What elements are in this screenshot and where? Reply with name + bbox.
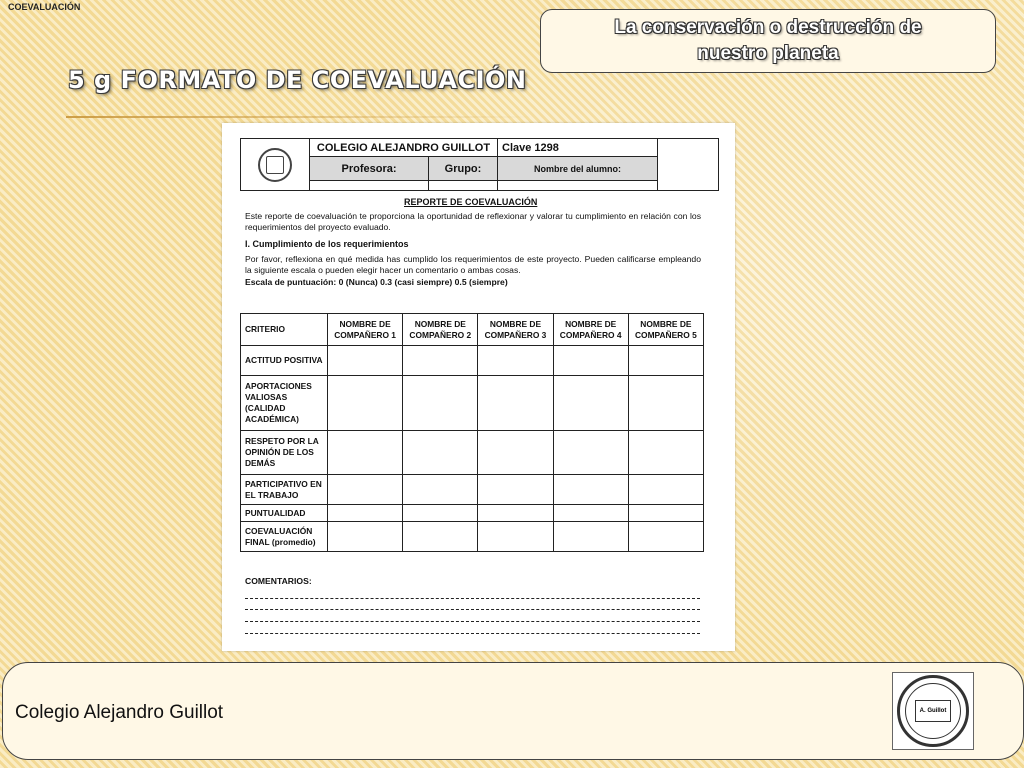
alumno-label: Nombre del alumno:	[498, 157, 658, 180]
instructions-paragraph: Por favor, reflexiona en qué medida has cumplido los requerimientos de este proyecto. Pueden calificarse empleando la siguiente escala o pueden elegir hacer un comentario o ambas cosas.	[245, 254, 701, 275]
table-row	[241, 505, 704, 522]
corner-label: COEVALUACIÓN	[8, 2, 81, 12]
footer-box	[2, 662, 1024, 760]
grupo-value	[429, 180, 498, 190]
column-header: NOMBRE DE COMPAÑERO 2	[403, 314, 478, 346]
school-clave: Clave 1298	[498, 139, 658, 157]
report-title: REPORTE DE COEVALUACIÓN	[404, 197, 538, 207]
criterion-label: PARTICIPATIVO EN EL TRABAJO	[241, 475, 328, 505]
column-header: CRITERIO	[241, 314, 328, 346]
school-name: COLEGIO ALEJANDRO GUILLOT	[310, 139, 498, 157]
footer-school-name: Colegio Alejandro Guillot	[15, 702, 224, 723]
school-logo-cell	[241, 139, 310, 191]
seal-icon	[897, 675, 969, 747]
intro-paragraph: Este reporte de coevaluación te proporciona la oportunidad de reflexionar y valorar tu cumplimiento en relación con los requerimientos del proyecto evaluado.	[245, 211, 701, 232]
school-logo-icon	[258, 148, 292, 182]
table-row	[241, 522, 704, 552]
table-header-row	[241, 314, 704, 346]
table-row	[241, 431, 704, 475]
table-row	[241, 475, 704, 505]
school-seal-logo	[892, 672, 974, 750]
coevaluation-form-image	[222, 123, 735, 651]
table-row	[241, 376, 704, 431]
form-header-table	[240, 138, 719, 191]
criterion-label: COEVALUACIÓN FINAL (promedio)	[241, 522, 328, 552]
profesora-label: Profesora:	[310, 157, 429, 180]
alumno-value	[498, 180, 658, 190]
section-title: I. Cumplimiento de los requerimientos	[245, 239, 409, 249]
scale-text: Escala de puntuación: 0 (Nunca) 0.3 (casi siempre) 0.5 (siempre)	[245, 277, 508, 287]
comment-line	[245, 621, 700, 622]
column-header: NOMBRE DE COMPAÑERO 4	[553, 314, 628, 346]
title-rule	[66, 116, 534, 118]
column-header: NOMBRE DE COMPAÑERO 1	[328, 314, 403, 346]
criterion-label: RESPETO POR LA OPINIÓN DE LOS DEMÁS	[241, 431, 328, 475]
profesora-value	[310, 180, 429, 190]
slide-title: 5 g FORMATO DE COEVALUACIÓN	[68, 66, 527, 94]
table-row	[241, 346, 704, 376]
column-header: NOMBRE DE COMPAÑERO 5	[628, 314, 703, 346]
grupo-label: Grupo:	[429, 157, 498, 180]
criterion-label: PUNTUALIDAD	[241, 505, 328, 522]
column-header: NOMBRE DE COMPAÑERO 3	[478, 314, 553, 346]
seal-text: A. Guillot	[915, 700, 951, 722]
criterion-label: ACTITUD POSITIVA	[241, 346, 328, 376]
header-box	[540, 9, 996, 73]
header-title: La conservación o destrucción de nuestro planeta	[614, 17, 922, 64]
comment-line	[245, 598, 700, 599]
comment-line	[245, 609, 700, 610]
criteria-table	[240, 313, 704, 552]
photo-cell	[658, 139, 719, 191]
comments-label: COMENTARIOS:	[245, 576, 312, 586]
criterion-label: APORTACIONES VALIOSAS (CALIDAD ACADÉMICA)	[241, 376, 328, 431]
comment-line	[245, 633, 700, 634]
